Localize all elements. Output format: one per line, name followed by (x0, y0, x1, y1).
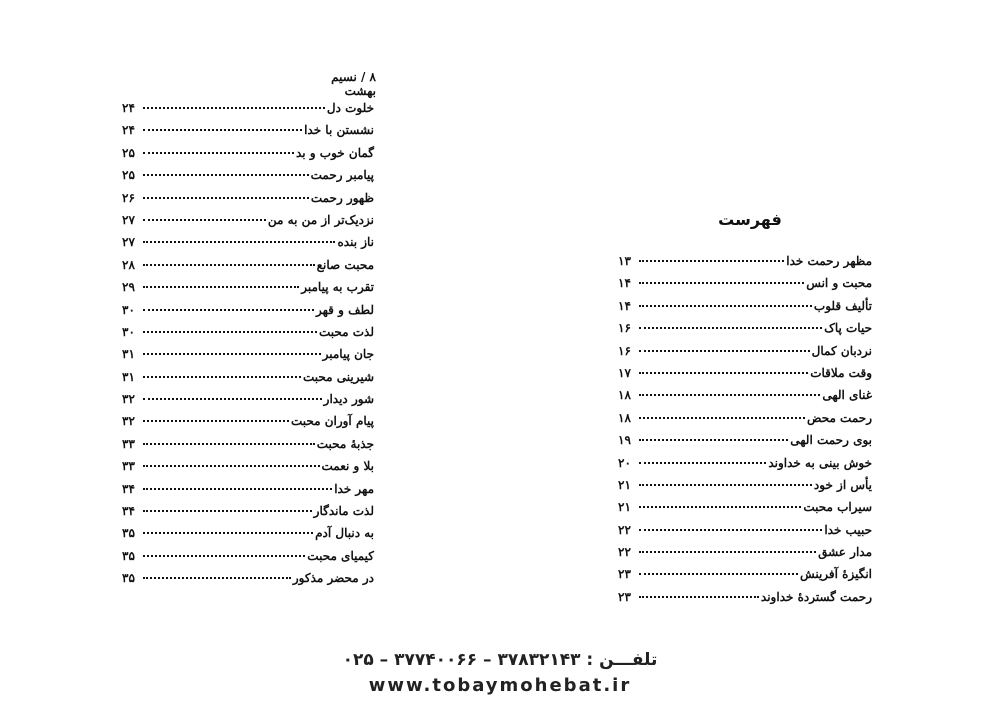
toc-entry (618, 295, 872, 317)
toc-leader-dots (639, 551, 816, 553)
toc-entry-title: شیرینی محبت (302, 369, 374, 384)
toc-entry-page: ۳۰ (122, 302, 135, 317)
toc-entry (122, 388, 374, 410)
toc-entry (618, 452, 872, 474)
toc-entry-page: ۲۸ (122, 257, 135, 272)
toc-entry-page: ۲۹ (122, 280, 135, 295)
toc-entry-title: محبت و انس (806, 276, 872, 291)
page-header: ۸ / نسیم بهشت (331, 70, 376, 98)
toc-entry (122, 522, 374, 544)
toc-entry (618, 317, 872, 339)
toc-entry-title: لذت ماندگار (313, 504, 374, 519)
toc-entry-page: ۱۹ (618, 433, 631, 448)
toc-leader-dots (143, 398, 322, 400)
toc-entry-page: ۲۷ (122, 212, 135, 227)
toc-entry (618, 563, 872, 585)
toc-entry-title: غنای الهی (822, 388, 872, 403)
toc-leader-dots (143, 577, 291, 579)
toc-leader-dots (143, 465, 320, 467)
toc-entry (122, 142, 374, 164)
toc-entry-title: تقرب به پیامبر (301, 280, 374, 295)
toc-entry-title: سیراب محبت (803, 500, 872, 515)
toc-entry-page: ۳۱ (122, 347, 135, 362)
toc-entry-page: ۳۲ (122, 392, 135, 407)
toc-entry-page: ۱۶ (618, 321, 631, 336)
footer-website: www.tobaymohebat.ir (368, 675, 632, 696)
toc-entry (122, 478, 374, 500)
toc-entry-title: انگیزهٔ آفرینش (800, 567, 872, 582)
toc-leader-dots (639, 372, 808, 374)
toc-entry-page: ۲۳ (618, 567, 631, 582)
toc-entry (122, 254, 374, 276)
toc-entry (122, 321, 374, 343)
toc-leader-dots (143, 286, 299, 288)
toc-entry-page: ۳۱ (122, 369, 135, 384)
toc-leader-dots (639, 529, 822, 531)
toc-leader-dots (143, 129, 302, 131)
toc-leader-dots (639, 282, 804, 284)
toc-entry-page: ۳۲ (122, 414, 135, 429)
toc-leader-dots (639, 462, 766, 464)
toc-leader-dots (639, 439, 788, 441)
toc-leader-dots (143, 174, 309, 176)
toc-leader-dots (143, 241, 335, 243)
toc-leader-dots (143, 376, 301, 378)
toc-entry (122, 231, 374, 253)
toc-entry-title: رحمت محض (807, 410, 872, 425)
toc-entry-page: ۲۰ (618, 455, 631, 470)
toc-leader-dots (639, 484, 812, 486)
toc-leader-dots (143, 107, 325, 109)
toc-entry-title: شور دیدار (323, 392, 374, 407)
toc-entry (618, 250, 872, 272)
toc-entry-page: ۲۳ (618, 589, 631, 604)
toc-entry-page: ۲۵ (122, 168, 135, 183)
toc-entry-title: گمان خوب و بد (296, 145, 374, 160)
toc-entry-page: ۳۴ (122, 481, 135, 496)
toc-entry-page: ۲۶ (122, 190, 135, 205)
toc-entry-title: محبت صانع (316, 257, 374, 272)
toc-entry-title: بلا و نعمت (321, 459, 374, 474)
toc-entry-page: ۱۴ (618, 298, 631, 313)
toc-leader-dots (143, 219, 266, 221)
toc-entry-page: ۲۵ (122, 145, 135, 160)
toc-entry-page: ۲۲ (618, 545, 631, 560)
right-toc-list (618, 250, 872, 608)
toc-entry (122, 455, 374, 477)
toc-leader-dots (639, 506, 801, 508)
toc-entry (122, 187, 374, 209)
toc-entry-page: ۳۵ (122, 548, 135, 563)
toc-entry-title: رحمت گستردهٔ خداوند (760, 589, 872, 604)
toc-entry-page: ۲۴ (122, 101, 135, 115)
toc-entry-title: تألیف قلوب (813, 298, 872, 313)
toc-entry (122, 119, 374, 141)
toc-entry (618, 384, 872, 406)
toc-leader-dots (143, 264, 315, 266)
toc-leader-dots (639, 327, 822, 329)
toc-entry-page: ۳۴ (122, 504, 135, 519)
toc-leader-dots (143, 488, 332, 490)
toc-entry-page: ۱۸ (618, 410, 631, 425)
toc-entry (618, 362, 872, 384)
toc-leader-dots (639, 596, 759, 598)
toc-entry (122, 545, 374, 567)
toc-entry-page: ۳۳ (122, 436, 135, 451)
toc-entry-title: لطف و قهر (316, 302, 374, 317)
toc-entry-title: لذت محبت (318, 324, 374, 339)
left-toc-list (122, 97, 374, 590)
toc-entry-page: ۲۴ (122, 123, 135, 138)
toc-leader-dots (143, 152, 294, 154)
toc-entry-title: بوی رحمت الهی (790, 433, 872, 448)
toc-entry (618, 474, 872, 496)
toc-entry-title: جان پیامبر (322, 347, 374, 362)
toc-entry-title: خوش بینی به خداوند (768, 455, 872, 470)
toc-entry (122, 164, 374, 186)
toc-heading: فهرست (718, 210, 782, 229)
toc-entry (618, 541, 872, 563)
toc-entry-title: نشستن با خدا (304, 123, 374, 138)
toc-leader-dots (639, 573, 798, 575)
toc-entry-page: ۲۲ (618, 522, 631, 537)
toc-entry-title: مهر خدا (334, 481, 374, 496)
toc-entry (122, 299, 374, 321)
toc-entry (122, 343, 374, 365)
toc-entry-title: حیات پاک (824, 321, 872, 336)
toc-entry-page: ۳۵ (122, 526, 135, 541)
toc-entry-title: نزدیک‌تر از من به من (267, 212, 374, 227)
footer-phone: تلفـــن : ۳۷۸۳۲۱۴۳ – ۳۷۷۴۰۰۶۶ – ۰۲۵ (342, 650, 658, 670)
toc-entry-title: وقت ملاقات (810, 365, 872, 380)
toc-entry-title: نردبان کمال (811, 343, 872, 358)
toc-leader-dots (639, 305, 812, 307)
toc-entry-page: ۱۷ (618, 365, 631, 380)
toc-leader-dots (143, 309, 314, 311)
toc-entry-page: ۲۱ (618, 477, 631, 492)
toc-entry-page: ۲۷ (122, 235, 135, 250)
toc-entry-page: ۱۳ (618, 254, 631, 268)
toc-entry-title: حبیب خدا (824, 522, 872, 537)
toc-entry-title: ناز بنده (337, 235, 374, 250)
toc-entry-title: مظهر رحمت خدا (786, 254, 872, 268)
toc-entry-title: مدار عشق (818, 545, 872, 560)
toc-entry (122, 276, 374, 298)
toc-entry-title: پیامبر رحمت (310, 168, 374, 183)
toc-entry-title: ظهور رحمت (310, 190, 374, 205)
toc-entry-page: ۳۰ (122, 324, 135, 339)
toc-leader-dots (639, 417, 805, 419)
toc-leader-dots (143, 331, 317, 333)
toc-leader-dots (143, 510, 312, 512)
toc-entry (618, 340, 872, 362)
toc-entry (618, 496, 872, 518)
toc-leader-dots (639, 350, 810, 352)
toc-leader-dots (143, 443, 315, 445)
toc-entry-title: خلوت دل (326, 101, 374, 115)
toc-entry-title: به دنبال آدم (315, 526, 374, 541)
toc-entry (122, 97, 374, 119)
toc-entry-title: کیمیای محبت (307, 548, 374, 563)
toc-entry-page: ۲۱ (618, 500, 631, 515)
toc-entry (122, 366, 374, 388)
toc-entry (122, 410, 374, 432)
toc-leader-dots (143, 197, 309, 199)
toc-entry-title: جذبهٔ محبت (316, 436, 374, 451)
toc-entry (618, 407, 872, 429)
toc-entry-title: پیام آوران محبت (290, 414, 374, 429)
toc-entry (122, 500, 374, 522)
toc-leader-dots (143, 420, 289, 422)
toc-entry-title: در محضر مذکور (292, 571, 374, 586)
toc-entry (618, 272, 872, 294)
toc-entry-page: ۱۸ (618, 388, 631, 403)
toc-entry-page: ۱۴ (618, 276, 631, 291)
toc-leader-dots (143, 555, 305, 557)
toc-entry-page: ۱۶ (618, 343, 631, 358)
toc-entry (618, 519, 872, 541)
toc-entry (618, 429, 872, 451)
toc-entry (122, 433, 374, 455)
toc-leader-dots (143, 353, 321, 355)
toc-entry (122, 209, 374, 231)
toc-entry-page: ۳۳ (122, 459, 135, 474)
toc-leader-dots (639, 260, 784, 262)
toc-entry (122, 567, 374, 589)
toc-leader-dots (639, 394, 820, 396)
toc-entry (618, 586, 872, 608)
toc-entry-title: یأس از خود (813, 477, 872, 492)
toc-leader-dots (143, 532, 313, 534)
toc-entry-page: ۳۵ (122, 571, 135, 586)
